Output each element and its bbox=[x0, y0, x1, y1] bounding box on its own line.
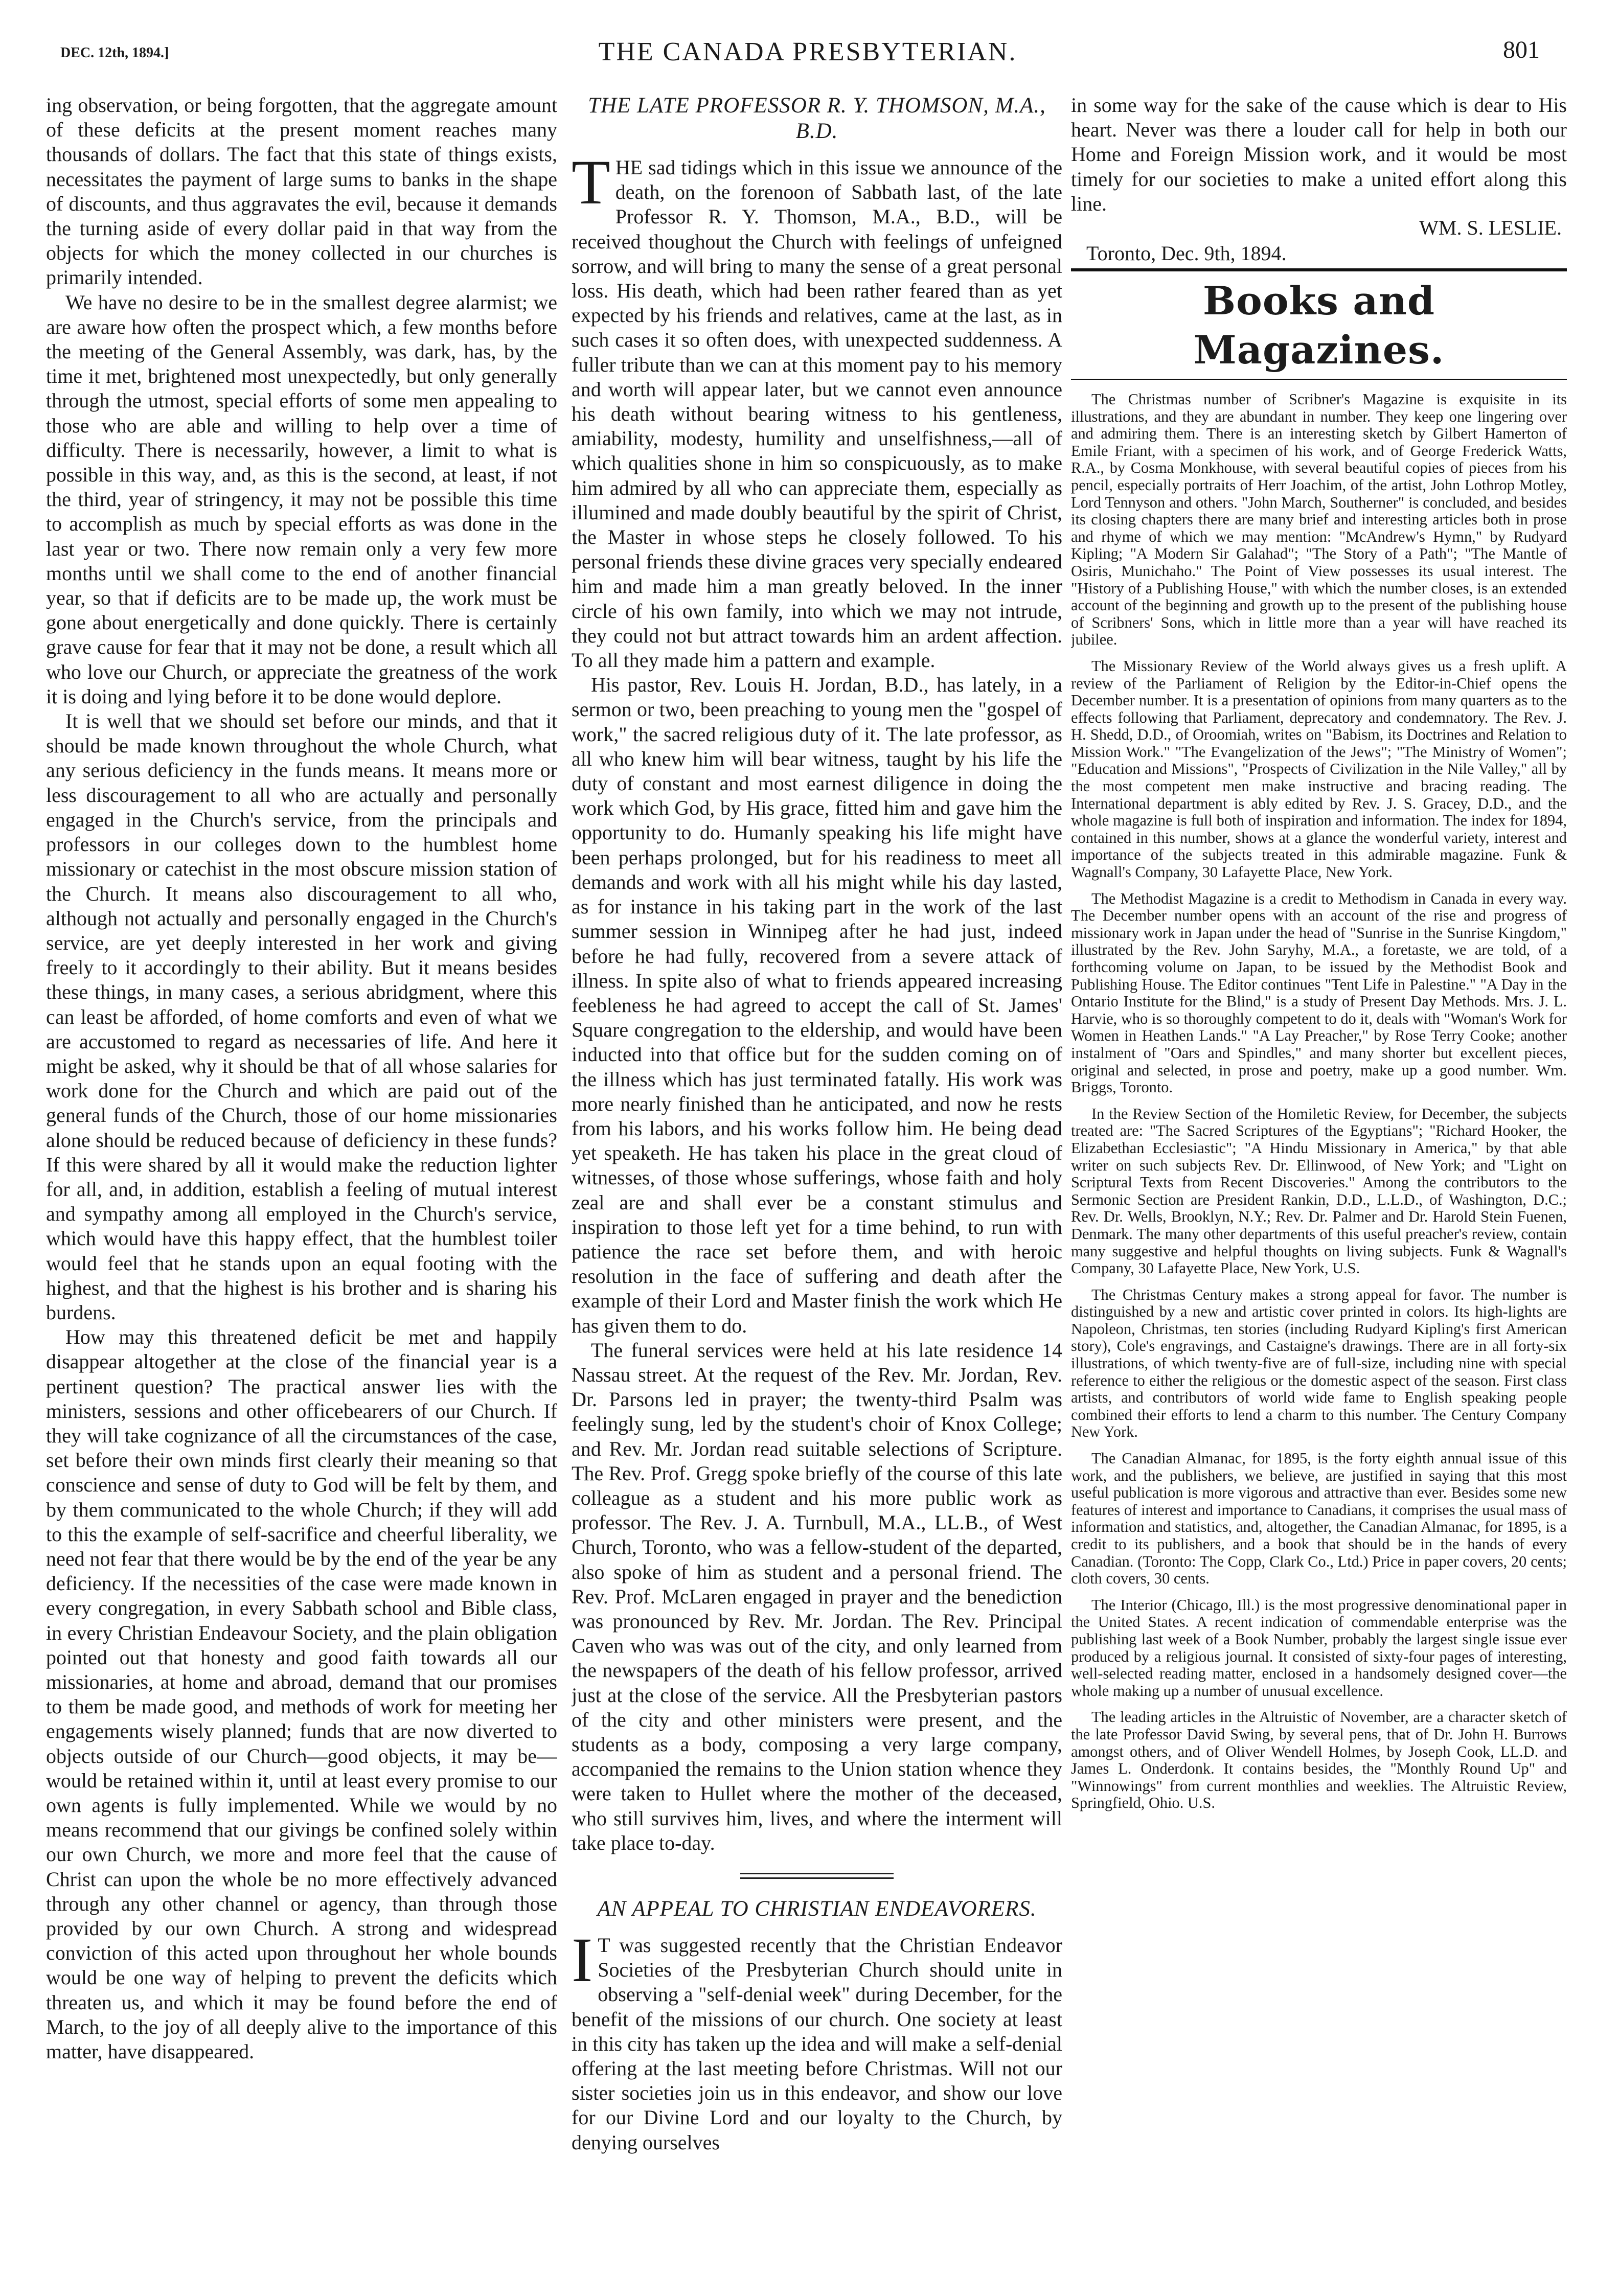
letter-place-date: Toronto, Dec. 9th, 1894. bbox=[1086, 242, 1287, 265]
appeal-continued: in some way for the sake of the cause which is dear to His heart. Never was there a louder call for help in both our Home and Foreign Mission work, and it would be most timely for our societies to make a united effort along this line. bbox=[1071, 94, 1567, 215]
notice-interior: The Interior (Chicago, Ill.) is the most progressive denominational paper in the United States. A recent indication of commendable enterprise was the publishing last week of a Book Number, probably the largest single issue ever produced by a religious journal. It consisted of sixty-four pages of interesting, well-selected reading matter, enclosed in a handsomely designed cover—the whole making up a number of unusual excellence. bbox=[1071, 1596, 1567, 1700]
section-rule-bottom bbox=[1071, 379, 1567, 380]
section-rule-top bbox=[1071, 268, 1567, 271]
letter-signature: WM. S. LESLIE. bbox=[1419, 216, 1562, 240]
book-notices bbox=[1071, 391, 1567, 1812]
notice-canadian-almanac: The Canadian Almanac, for 1895, is the forty eighth annual issue of this work, and the publishers, we believe, are justified in saying that this most useful publication is more vigorous and attractive than ever. Besides some new features of interest and importance to Canadians, it comprises the usual mass of information and statistics, and, altogether, the Canadian Almanac, for 1895, is a credit to its publishers, and a book that should be in the hands of every Canadian. (Toronto: The Copp, Clark Co., Ltd.) Price in paper covers, 20 cents; cloth covers, 30 cents. bbox=[1071, 1450, 1567, 1588]
article-title-appeal: AN APPEAL TO CHRISTIAN ENDEAVORERS. bbox=[597, 1897, 1037, 1921]
article-body-thomson bbox=[572, 147, 1062, 1855]
paragraph: It is well that we should set before our minds, and that it should be made known throughout the whole Church, what any serious deficiency in the funds means. It means more or less discouragement to all who are actually and personally engaged in the Church's service, from the principals and professors in our colleges down to the humblest home missionary or catechist in the most obscure mission station of the Church. It means also discouragement to all who, although not actually and personally engaged in the Church's service, are yet deeply interested in her work and giving freely to it accordingly to their ability. But it means besides these things, in many cases, a serious abridgment, where this can least be afforded, of home comforts and even of what we are accustomed to regard as necessaries of life. And here it might be asked, why it should be that of all whose salaries for work done for the Church and which are paid out of the general funds of the Church, those of our home missionaries alone should be reduced because of deficiency in these funds? If this were shared by all it would make the reduction lighter for all, and, in addition, establish a feeling of mutual interest and sympathy among all employed in the Church's service, which would have this happy effect, that the humblest toiler would feel that he stands upon an equal footing with the highest, and that the highest is his brother and is sharing his burdens. bbox=[46, 709, 557, 1324]
notice-missionary-review: The Missionary Review of the World always gives us a fresh uplift. A review of the Parliament of Religion by the Editor-in-Chief opens the December number. It is a presentation of opinions from many quarters as to the effects following that Parliament, deprecatory and condemnatory. The Rev. J. H. Shedd, D.D., of Oroomiah, writes on "Babism, its Doctrines and Relation to Mission Work." "The Evangelization of the Jews"; "The Ministry of Women"; "Education and Missions", "Prospects of Civilization in the Nile Valley," all by the most competent men make instructive and bracing reading. The International department is ably edited by Rev. J. S. Gracey, D.D., and the whole magazine is full both of inspiration and information. The index for 1894, contained in this number, shows at a glance the wonderful variety, interest and importance of the subjects treated in this admirable magazine. Funk & Wagnall's Company, 30 Lafayette Place, New York. bbox=[1071, 657, 1567, 881]
notice-homiletic-review: In the Review Section of the Homiletic Review, for December, the subjects treated are: "The Sacred Scriptures of the Egyptians"; "Richard Hooker, the Elizabethan Ecclesiastic"; "A Hindu Missionary in America," by that able writer on such subjects Rev. Dr. Ellinwood, of New York; and "Light on Scriptural Texts from Recent Discoveries." Among the contributors to the Sermonic Section are President Rankin, D.D., L.L.D., of Washington, D.C.; Rev. Dr. Wells, Brooklyn, N.Y.; Rev. Dr. Palmer and Dr. Harold Stein Fuenen, Denmark. The many other departments of this useful preacher's review, contain many suggestive and helpful thoughts on living subjects. Funk & Wagnall's Company, 30 Lafayette Place, New York, U.S. bbox=[1071, 1105, 1567, 1277]
paragraph: We have no desire to be in the smallest degree alarmist; we are aware how often the prospect which, a few months before the meeting of the General Assembly, was dark, has, by the time it met, brightened most unexpectedly, but only generally through the utmost, special efforts of some men appealing to those who are able and willing to help over a time of difficulty. There is necessarily, however, a limit to what is possible in this way, and, as this is the second, at least, if not the third, year of stringency, it may not be possible this time to accomplish as much by special efforts as was done in the last year or two. There now remain only a very few more months until we shall come to the end of another financial year, so that if deficits are to be made up, the work must be gone about energetically and done quickly. There is certainly grave cause for fear that it may not be done, a result which all who love our Church, or appreciate the greatness of the work it is doing and lying before it to be done would deplore. bbox=[46, 290, 557, 708]
page-number: 801 bbox=[1503, 36, 1540, 63]
section-divider bbox=[740, 1873, 894, 1879]
notice-altruistic: The leading articles in the Altruistic of November, are a character sketch of the late Professor David Swing, by several pens, that of Dr. John H. Burrows amongst others, and of Oliver Wendell Holmes, by Joseph Cook, LL.D. and James L. Onderdonk. It contains besides, the "Monthly Round Up" and "Winnowings" from current monthlies and weeklies. The Altruistic Review, Springfield, Ohio. U.S. bbox=[1071, 1708, 1567, 1812]
notice-methodist-magazine: The Methodist Magazine is a credit to Methodism in Canada in every way. The December number opens with an account of the rise and progress of missionary work in Japan under the head of "Sunrise in the Sunrise Kingdom," illustrated by the Rev. John Saryhy, M.A., a foretaste, we are told, of a forthcoming volume on Japan, to be issued by the Methodist Book and Publishing House. The Editor continues "Tent Life in Palestine." "A Day in the Ontario Institute for the Blind," is a study of Present Day Methods. Mrs. J. L. Harvie, who is so thoroughly competent to do it, deals with "Woman's Work for Women in Heathen Lands." "A Lay Preacher," by Rose Terry Cooke; another instalment of "Oars and Spindles," and many shorter but excellent pieces, original and selected, in prose and poetry, make up a good number. Wm. Briggs, Toronto. bbox=[1071, 889, 1567, 1096]
paragraph: ing observation, or being forgotten, that the aggregate amount of these deficits at the present moment reaches many thousands of dollars. The fact that this state of things exists, necessitates the payment of large sums to banks in the shape of discounts, and thus aggravates the evil, because it demands the turning aside of every dollar paid in that way from the objects for which the money collected in our churches is primarily intended. bbox=[46, 94, 557, 289]
paragraph: How may this threatened deficit be met and happily disappear altogether at the close of the financial year is a pertinent question? The practical answer lies with the ministers, sessions and other officebearers of our Church. If they will take cognizance of all the circumstances of the case, set before their own minds first clearly their meaning so that conscience and sense of duty to God will be felt by them, and by them communicated to the whole Church; if they will add to this the example of self-sacrifice and cheerful liberality, we need not fear that there would be by the end of the year be any deficiency. If the necessities of the case were made known in every congregation, in every Sabbath school and Bible class, in every Christian Endeavour Society, and the plain obligation pointed out that honesty and good faith towards all our missionaries, at home and abroad, demand that our promises to them be made good, and methods of work for meeting her engagements wisely planned; funds that are now diverted to objects outside of our Church—good objects, it may be—would be retained within it, until at least every promise to our own agents is fully implemented. While we would by no means recommend that our givings be confined solely within our own Church, we more and more feel that the cause of Christ can upon the whole be no more effectively advanced through any other channel or agency, than through those provided by our own Church. A strong and widespread conviction of this acted upon throughout her whole bounds would be one way of helping to prevent the deficits which threaten us, and which it may be found before the end of March, to the joy of all deeply alive to the importance of this matter, have disappeared. bbox=[46, 1325, 557, 2063]
paragraph: THE sad tidings which in this issue we announce of the death, on the forenoon of Sabbath last, of the late Professor R. Y. Thomson, M.A., B.D., will be received thoughout the Church with feelings of unfeigned sorrow, and will bring to many the sense of a great personal loss. His death, which had been rather feared than as yet expected by his friends and relatives, came at the last, as in such cases it so often does, with unexpected suddenness. A fuller tribute than we can at this moment pay to his memory and worth will appear later, but we cannot even announce his death without bearing witness to his gentleness, amiability, modesty, humility and unselfishness,—all of which qualities shone in him so conspicuously, as to make him admired by all who can appreciate them, especially as illumined and made doubly beautiful by the spirit of Christ, the Master in whose steps he closely followed. To his personal friends these divine graces very specially endeared him and made him a man greatly beloved. In the inner circle of his own family, into which we may not intrude, they could not but attract towards him an ardent affection. To all they made him a pattern and example. bbox=[572, 147, 1062, 672]
masthead-title: THE CANADA PRESBYTERIAN. bbox=[598, 37, 1017, 66]
article-title-thomson: THE LATE PROFESSOR R. Y. THOMSON, M.A., B.D. bbox=[588, 94, 1046, 143]
issue-date: DEC. 12th, 1894.] bbox=[60, 45, 169, 61]
paragraph: The funeral services were held at his late residence 14 Nassau street. At the request of the Rev. Mr. Jordan, Rev. Dr. Parsons led in prayer; the twenty-third Psalm was feelingly sung, led by the student's choir of Knox College; and Rev. Mr. Jordan read suitable selections of Scripture. The Rev. Prof. Gregg spoke briefly of the course of this late colleague as a student and his more public work as professor. The Rev. J. A. Turnbull, M.A., LL.B., of West Church, Toronto, who was a fellow-student of the departed, also spoke of him as student and a personal friend. The Rev. Prof. McLaren engaged in prayer and the benediction was pronounced by Rev. Mr. Jordan. The Rev. Principal Caven who was was out of the city, and only learned from the newspapers of the death of his fellow professor, arrived just at the close of the service. All the Presbyterian pastors of the city and other ministers were present, and the students as a body, composing a very large company, accompanied the remains to the Union station whence they were taken to Hullet where the mother of the deceased, who still survives him, lives, and where the interment will take place to-day. bbox=[572, 1338, 1062, 1854]
paragraph: IT was suggested recently that the Christian Endeavor Societies of the Presbyterian Church should unite in observing a "self-denial week" during December, for the benefit of the missions of our church. One society at least in this city has taken up the idea and will make a self-denial offering at the last meeting before Christmas. Will not our sister societies join us in this endeavor, and show our love for our Divine Lord and our loyalty to the Church, by denying ourselves bbox=[572, 1925, 1062, 2154]
notice-christmas-century: The Christmas Century makes a strong appeal for favor. The number is distinguished by a new and artistic cover printed in colors. Its high-lights are Napoleon, Christmas, ten stories (including Rudyard Kipling's first American story), Cole's engravings, and Castaigne's drawings. There are in all forty-six illustrations, of which twenty-five are of full-size, including nine with special reference to either the religious or the domestic aspect of the season. First class artists, and contributors of world wide fame to English speaking people combined their efforts to lend a charm to this number. The Century Company New York. bbox=[1071, 1285, 1567, 1441]
notice-scribners: The Christmas number of Scribner's Magazine is exquisite in its illustrations, and they are abundant in number. They keep one lingering over and admiring them. There is an interesting sketch by Gilbert Hamerton of Emile Friant, with a specimen of his work, and of George Frederick Watts, R.A., by Cosma Monkhouse, with several beautiful copies of pieces from his pencil, especially portraits of Herr Joachim, of the artist, John Lothrop Motley, Lord Tennyson and others. "John March, Southerner" is concluded, and besides its closing chapters there are many brief and interesting articles both in prose and rhyme of which we may mention: "McAndrew's Hymn," by Rudyard Kipling; "A Modern Sir Galahad"; "The Story of a Path"; "The Mantle of Osiris, Munichaho." The Point of View possesses its usual interest. The "History of a Publishing House," with which the number closes, is an extended account of the beginning and growth up to the present of the publishing house of Scribners' Sons, which in little more than a year will have reached its jubilee. bbox=[1071, 391, 1567, 649]
middle-column bbox=[572, 93, 1062, 2281]
right-column bbox=[1071, 93, 1567, 2281]
left-column bbox=[46, 93, 557, 2281]
article-body-appeal bbox=[572, 1925, 1062, 2155]
paragraph: His pastor, Rev. Louis H. Jordan, B.D., has lately, in a sermon or two, been preaching to young men the "gospel of work," the sacred religious duty of it. The late professor, as all who knew him will bear witness, taught by his life the duty of constant and most earnest diligence in doing the work which God, by His grace, fitted him and gave him the opportunity to do. Humanly speaking his life might have been perhaps prolonged, but for his readiness to meet all demands and work with all his might while his day lasted, as for instance in his taking part in the work of the last summer session in Winnipeg after he had just, indeed before he had fully, recovered from a severe attack of illness. In spite also of what to friends appeared increasing feebleness he had agreed to accept the call of St. James' Square congregation to the eldership, and would have been inducted into that office but for the sudden coming on of the illness which has just terminated fatally. His work was more nearly finished than he anticipated, and now he rests from his labors, and his works follow him. He being dead yet speaketh. He has taken his place in the great cloud of witnesses, of those whose sufferings, whose faith and holy zeal are and shall ever be a constant stimulus and inspiration to those left yet for a time behind, to run with patience the race set before them, and with heroic resolution in the face of suffering and death after the example of their Lord and Master finish the work which He has given them to do. bbox=[572, 673, 1062, 1337]
books-magazines-heading: Books and Magazines. bbox=[1193, 278, 1445, 373]
editorial-continued bbox=[46, 93, 557, 2064]
